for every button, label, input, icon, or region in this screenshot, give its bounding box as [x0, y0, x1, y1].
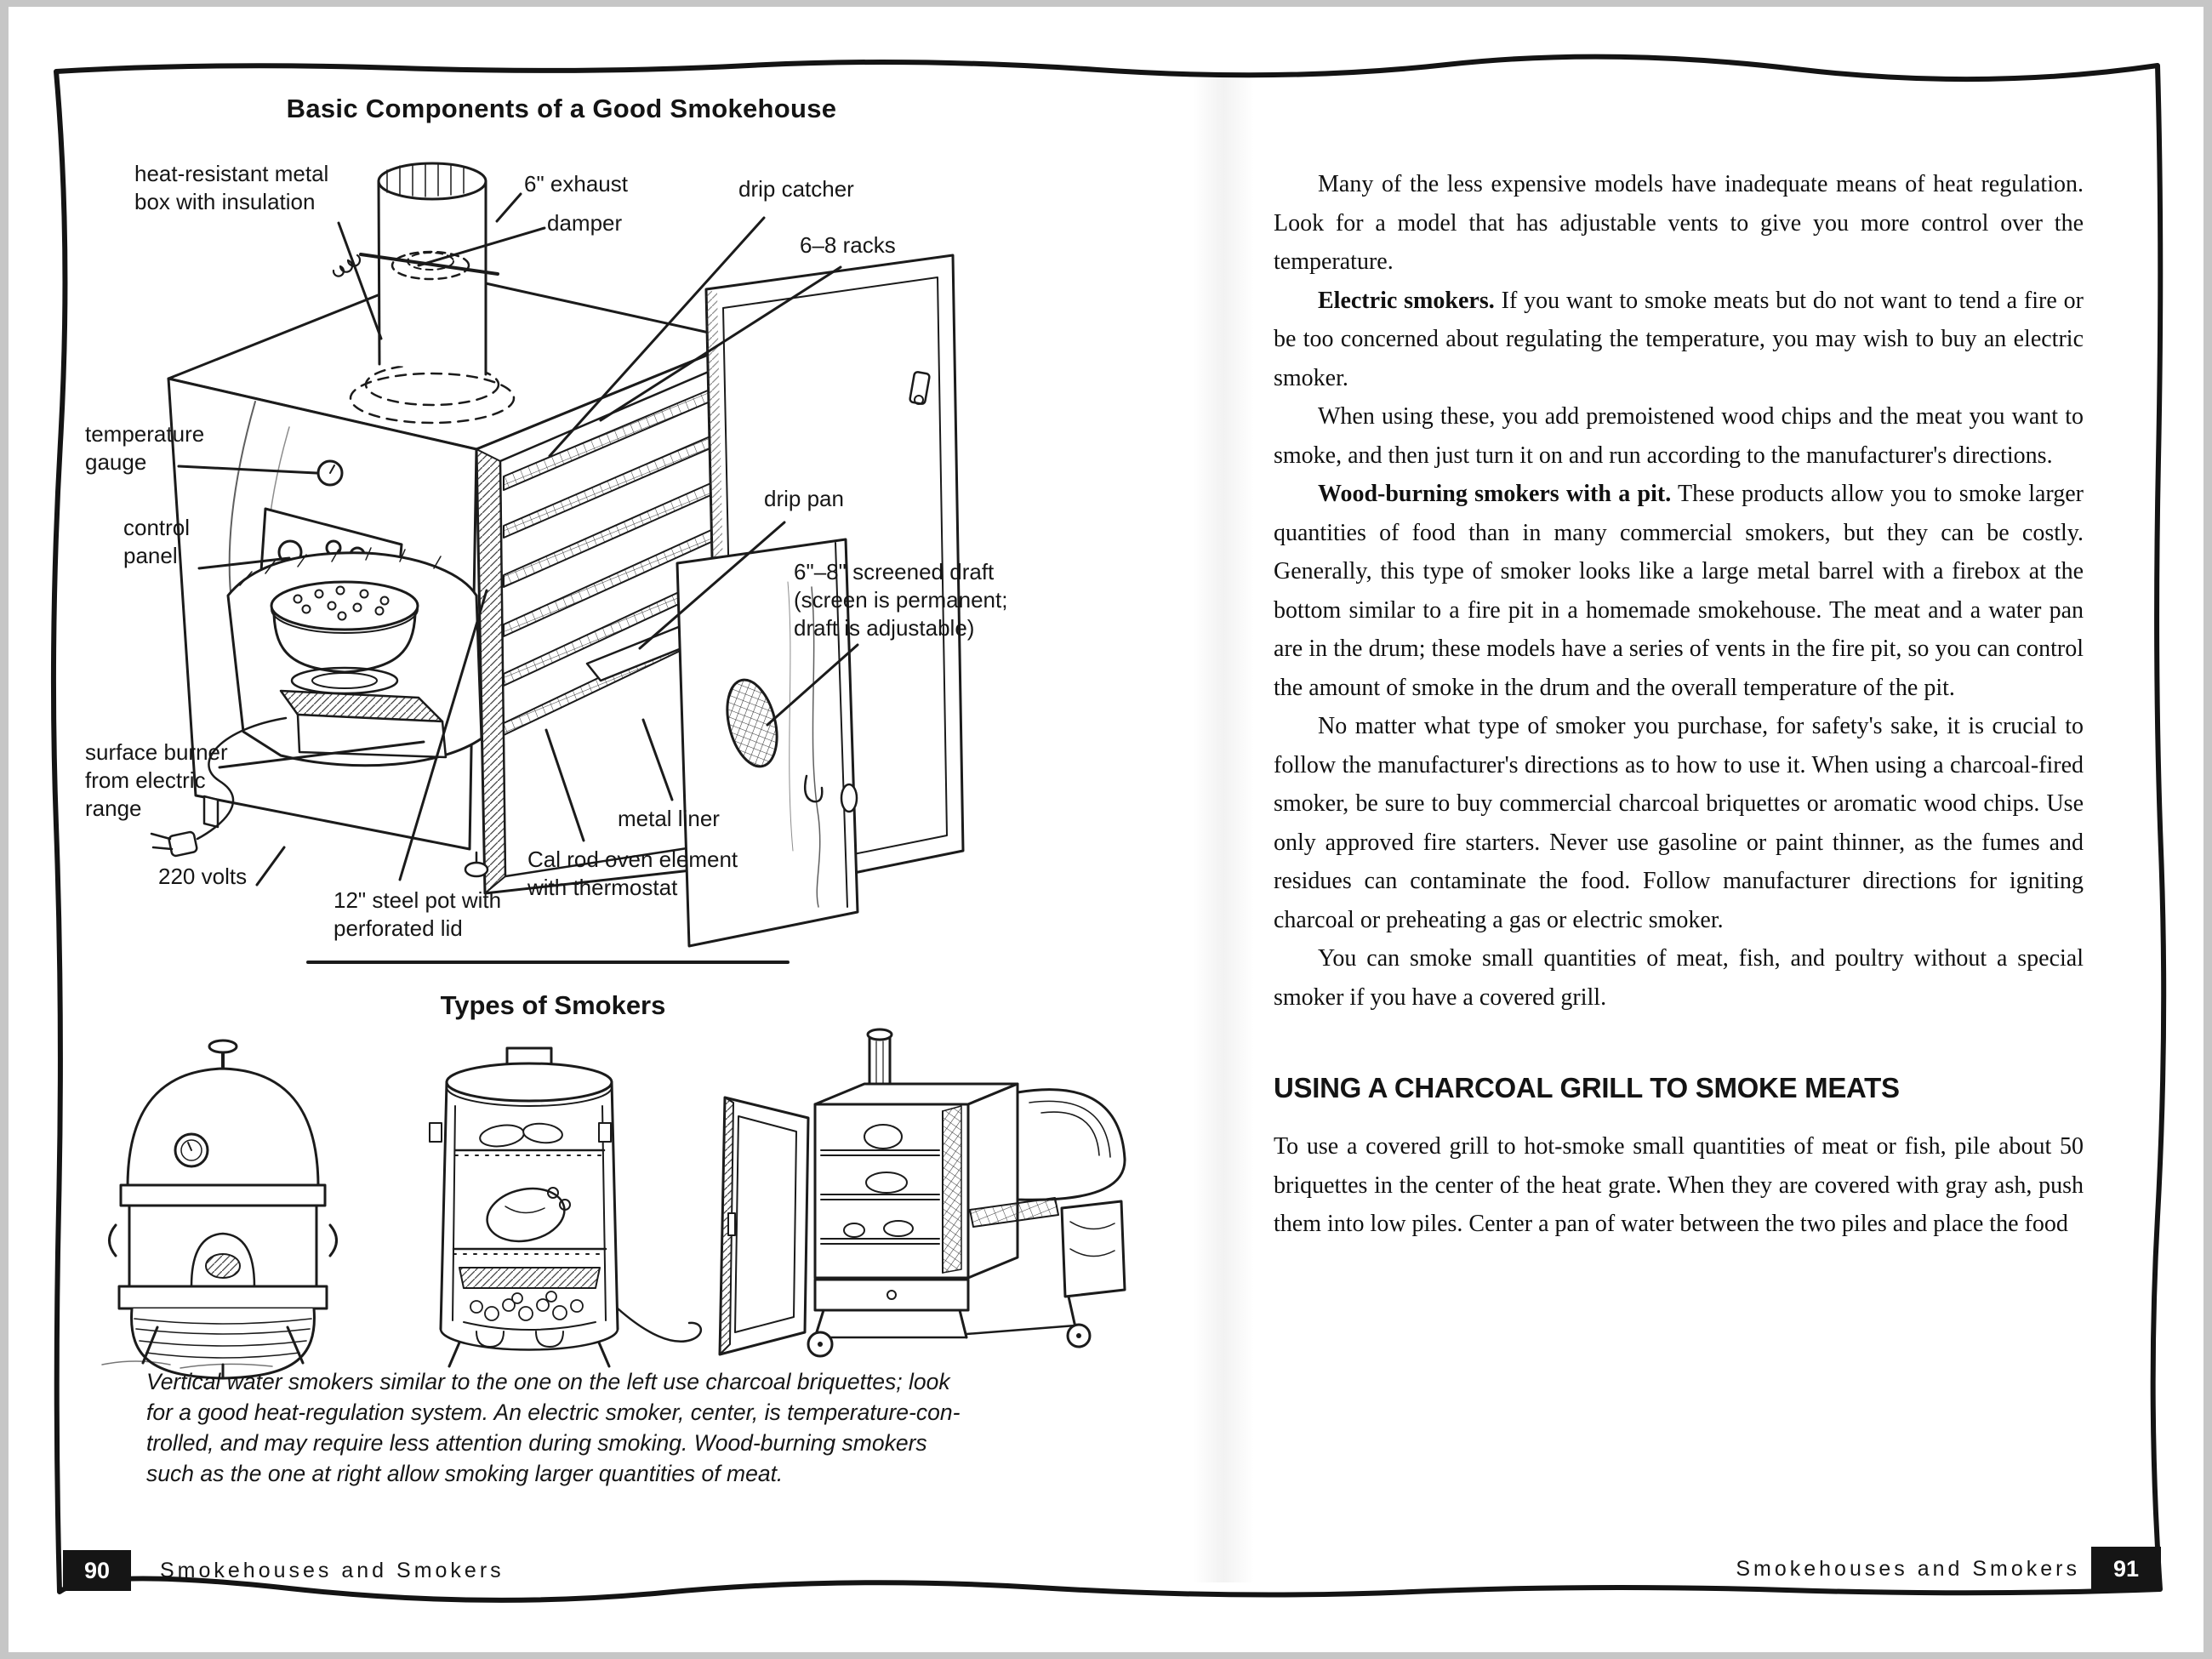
page-number-left: 90 [63, 1550, 131, 1591]
illustration-caption: Vertical water smokers similar to the one on the left use charcoal briquettes; look for a good heat-regulation system. An electric smoker, center, is temperature-con- trolled, and may require less attention during smoking. Wood-burning smokers such as the one at right allow smoking larger quantities of meat. [146, 1369, 961, 1486]
types-of-smokers-title: Types of Smokers [440, 990, 666, 1020]
page-number-right: 91 [2091, 1547, 2161, 1591]
label-drip-pan: drip pan [764, 486, 844, 511]
water-smoker-illustration [102, 1040, 337, 1378]
label-drip-catcher: drip catcher [738, 176, 854, 202]
label-cal-rod: Cal rod oven element with thermostat [527, 847, 738, 900]
electric-smoker-illustration [430, 1048, 701, 1366]
label-exhaust: 6" exhaust [524, 171, 628, 197]
label-steel-pot: 12" steel pot with perforated lid [334, 887, 502, 941]
paragraph: Wood-burning smokers with a pit. These products allow you to smoke larger quantities of food than in many commercial smokers, but they can be costly. Generally, this type of smoker looks like a large metal barrel with a firebox at the bottom similar to a fire pit in a homemade smokehouse. The meat and a water pan are in the drum; these models have a series of vents in the fire pit, so you can control the amount of smoke in the drum and the overall temperature of the pit. [1274, 481, 2084, 701]
label-temperature-gauge: temperature gauge [85, 421, 205, 475]
label-racks: 6–8 racks [800, 232, 896, 258]
paragraph: To use a covered grill to hot-smoke small quantities of meat or fish, pile about 50 briquettes in the center of the heat grate. When they are covered with gray ash, push them into low piles. Center a pan of water between the two piles and place the food [1274, 1133, 2084, 1237]
paragraph: When using these, you add premoistened wood chips and the meat you want to smoke, and then just turn it on and run according to the manufacturer's directions. [1274, 403, 2084, 469]
running-title-left: Smokehouses and Smokers [160, 1559, 505, 1582]
body-text-column [1274, 165, 2084, 1244]
section-heading: USING A CHARCOAL GRILL TO SMOKE MEATS [1274, 1072, 1900, 1103]
smokehouse-diagram [151, 163, 963, 946]
label-screened-draft: 6"–8" screened draft (screen is permanent; draft is adjustable) [794, 559, 1008, 641]
label-surface-burner: surface burner from electric range [85, 739, 228, 821]
paragraph: No matter what type of smoker you purchase, for safety's sake, it is crucial to follow the manufacturer's directions as to how to use it. When using a charcoal-fired smoker, be sure to buy commercial charcoal briquettes or aromatic wood chips. Use only approved fire starters. Never use gasoline or paint thinner, as the fumes and residues can contaminate the food. Follow manufacturer directions for igniting charcoal or preheating a gas or electric smoker. [1274, 713, 2084, 933]
paragraph: You can smoke small quantities of meat, fish, and poultry without a special smoker if you have a covered grill. [1274, 945, 2084, 1011]
wood-smoker-illustration [720, 1029, 1125, 1356]
running-title-right: Smokehouses and Smokers [1736, 1557, 2080, 1581]
label-heat-box: heat-resistant metal box with insulation [134, 161, 329, 214]
label-metal-liner: metal liner [618, 806, 720, 831]
paragraph: Many of the less expensive models have inadequate means of heat regulation. Look for a model that has adjustable vents to give you more control over the temperature. [1274, 171, 2084, 275]
diagram-title: Basic Components of a Good Smokehouse [286, 94, 837, 123]
label-220-volts: 220 volts [158, 864, 248, 889]
paragraph: Electric smokers. If you want to smoke meats but do not want to tend a fire or be too concerned about regulating the temperature, you may wish to buy an electric smoker. [1274, 287, 2084, 391]
label-damper: damper [547, 210, 623, 236]
label-control-panel: control panel [123, 515, 191, 568]
